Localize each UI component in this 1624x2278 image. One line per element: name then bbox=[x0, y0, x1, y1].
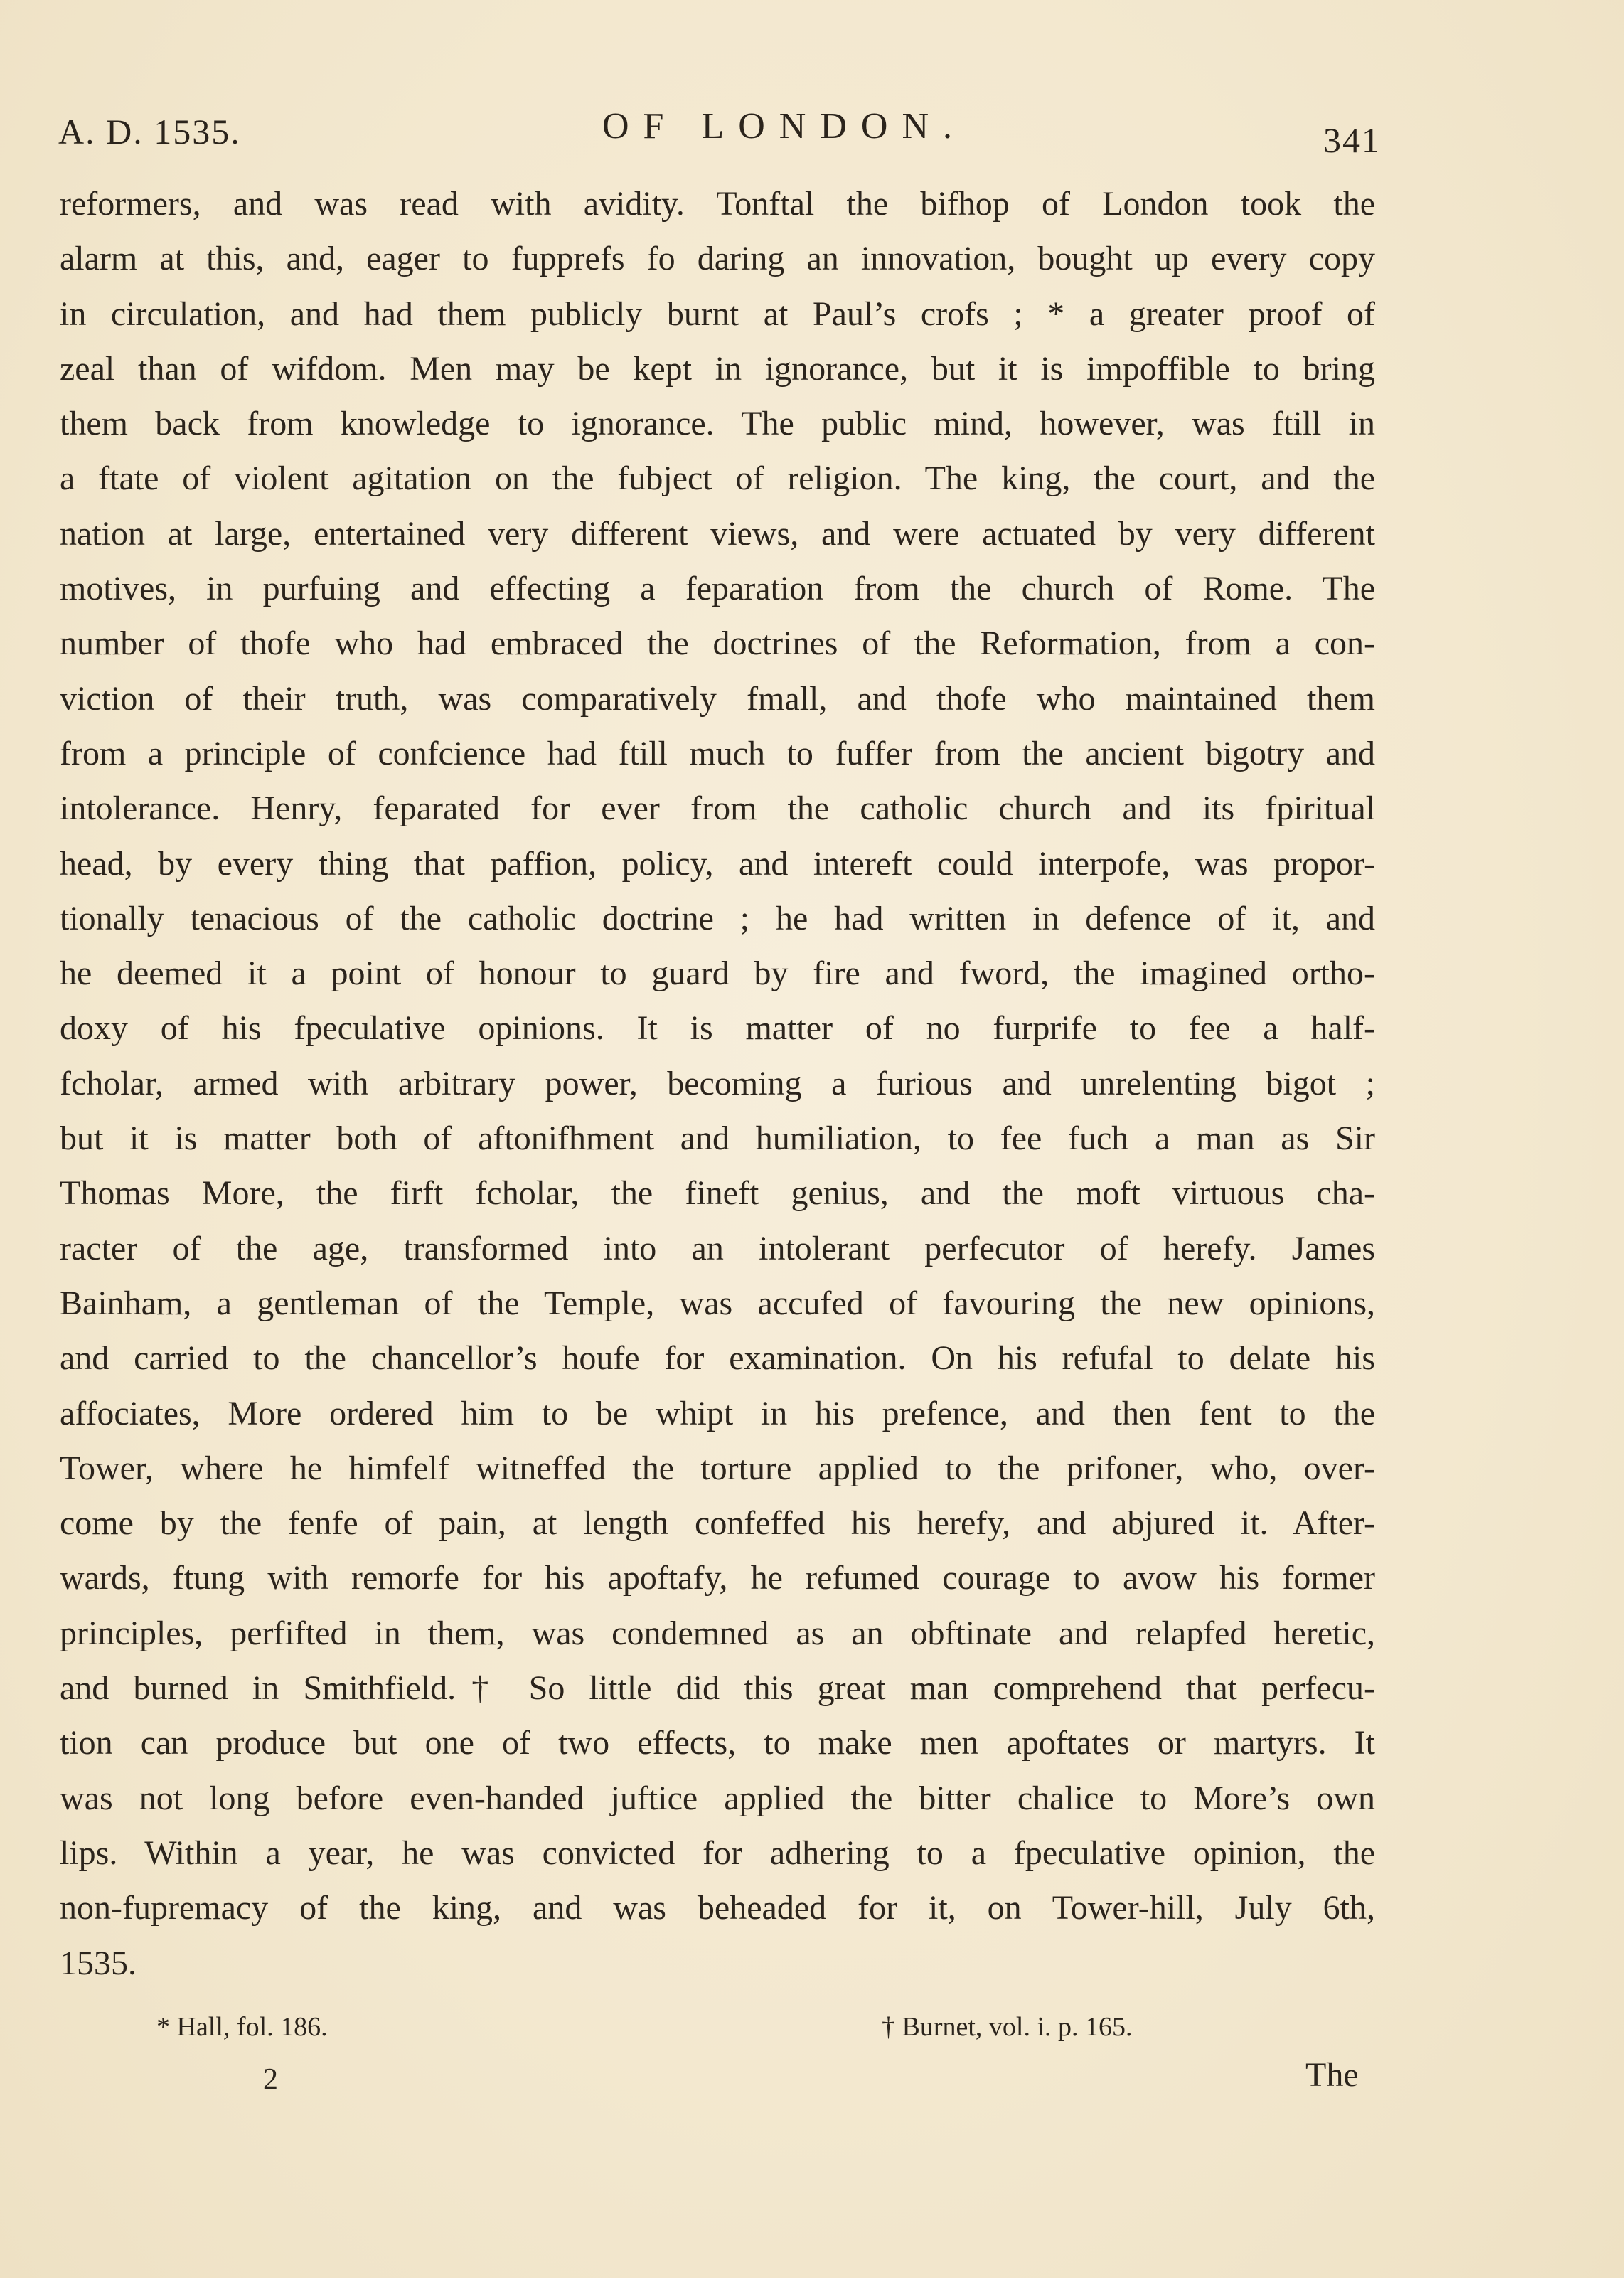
body-line: principles, perfifted in them, was condemned as an obftinate and relapfed heretic, bbox=[60, 1614, 1375, 1652]
body-line: fcholar, armed with arbitrary power, becoming a furious and unrelenting bigot ; bbox=[60, 1064, 1375, 1102]
page-number: 341 bbox=[1323, 120, 1381, 160]
body-line: and carried to the chancellor’s houfe for examination. On his refufal to delate his bbox=[60, 1339, 1375, 1378]
footnotes bbox=[156, 2011, 1223, 2054]
body-line: Bainham, a gentleman of the Temple, was accufed of favouring the new opinions, bbox=[60, 1284, 1375, 1322]
body-line: affociates, More ordered him to be whipt in his prefence, and then fent to the bbox=[60, 1394, 1375, 1432]
body-line: alarm at this, and, eager to fupprefs fo daring an innovation, bought up every copy bbox=[60, 240, 1375, 278]
body-line: he deemed it a point of honour to guard by fire and fword, the imagined ortho- bbox=[60, 954, 1375, 993]
body-line: but it is matter both of aftonifhment and humiliation, to fee fuch a man as Sir bbox=[60, 1119, 1375, 1158]
body-line: wards, ftung with remorfe for his apoftafy, he refumed courage to avow his former bbox=[60, 1559, 1375, 1597]
body-line: them back from knowledge to ignorance. The public mind, however, was ftill in bbox=[60, 405, 1375, 443]
footnote-burnet: † Burnet, vol. i. p. 165. bbox=[882, 2012, 1133, 2042]
body-line: Thomas More, the firft fcholar, the fineft genius, and the moft virtuous cha- bbox=[60, 1174, 1375, 1213]
body-line: number of thofe who had embraced the doctrines of the Reformation, from a con- bbox=[60, 624, 1375, 663]
body-line: tionally tenacious of the catholic doctrine ; he had written in defence of it, and bbox=[60, 899, 1375, 937]
signature-mark: 2 bbox=[263, 2063, 278, 2096]
running-head bbox=[58, 105, 1381, 160]
body-line: from a principle of confcience had ftill much to fuffer from the ancient bigotry and bbox=[60, 734, 1375, 772]
body-line: doxy of his fpeculative opinions. It is matter of no furprife to fee a half- bbox=[60, 1009, 1375, 1048]
body-line: viction of their truth, was comparatively fmall, and thofe who maintained them bbox=[60, 679, 1375, 718]
body-line: head, by every thing that paffion, policy, and intereft could interpofe, was propor- bbox=[60, 844, 1375, 883]
running-head-date: A. D. 1535. bbox=[58, 112, 241, 151]
body-line: zeal than of wifdom. Men may be kept in ignorance, but it is impoffible to bring bbox=[60, 349, 1375, 388]
body-line: come by the fenfe of pain, at length confeffed his herefy, and abjured it. After- bbox=[60, 1504, 1375, 1543]
catchword: The bbox=[1305, 2056, 1359, 2094]
footnote-hall: * Hall, fol. 186. bbox=[156, 2012, 328, 2042]
body-line: nation at large, entertained very different views, and were actuated by very different bbox=[60, 514, 1375, 553]
body-line: intolerance. Henry, feparated for ever from the catholic church and its fpiritual bbox=[60, 789, 1375, 828]
body-line: motives, in purfuing and effecting a feparation from the church of Rome. The bbox=[60, 570, 1375, 608]
body-line: 1535. bbox=[60, 1944, 137, 1982]
body-line: racter of the age, transformed into an intolerant perfecutor of herefy. James bbox=[60, 1229, 1375, 1267]
body-line: in circulation, and had them publicly burnt at Paul’s crofs ; * a greater proof of bbox=[60, 294, 1375, 333]
body-line: and burned in Smithfield.† So little did this great man comprehend that perfecu- bbox=[60, 1669, 1375, 1708]
body-line: non-fupremacy of the king, and was beheaded for it, on Tower-hill, July 6th, bbox=[60, 1889, 1375, 1927]
body-text bbox=[60, 176, 1375, 1991]
body-line: was not long before even-handed juftice applied the bitter chalice to More’s own bbox=[60, 1779, 1375, 1817]
body-line: lips. Within a year, he was convicted for adhering to a fpeculative opinion, the bbox=[60, 1833, 1375, 1872]
body-line: Tower, where he himfelf witneffed the torture applied to the prifoner, who, over- bbox=[60, 1449, 1375, 1487]
running-head-title: OF LONDON. bbox=[602, 106, 966, 147]
body-line: reformers, and was read with avidity. Tonftal the bifhop of London took the bbox=[60, 185, 1375, 223]
body-line: a ftate of violent agitation on the fubject of religion. The king, the court, and the bbox=[60, 459, 1375, 498]
body-line: tion can produce but one of two effects, to make men apoftates or martyrs. It bbox=[60, 1724, 1375, 1762]
